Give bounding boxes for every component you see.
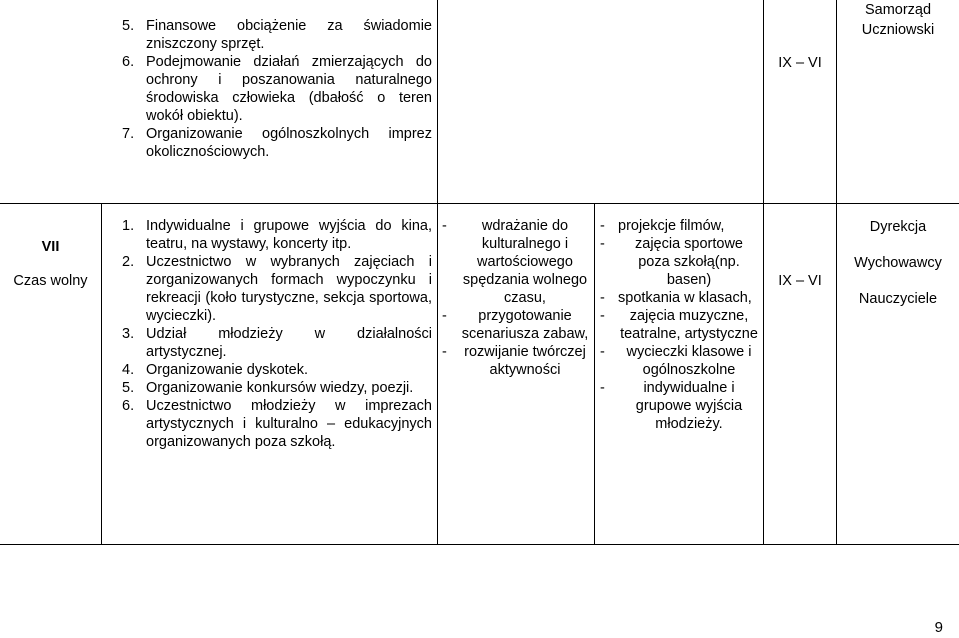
area-label: Czas wolny bbox=[13, 273, 88, 289]
rule-table-bottom bbox=[0, 544, 959, 545]
rule-col-3 bbox=[594, 203, 595, 545]
row1-activities bbox=[122, 17, 432, 161]
row2-forms bbox=[600, 217, 760, 433]
list-item: - przygotowanie scenariusza zabaw, bbox=[442, 308, 589, 342]
row1-term: IX – VI bbox=[778, 55, 822, 71]
row2-responsible bbox=[837, 218, 959, 308]
list-item: 5. Organizowanie konkursów wiedzy, poezji. bbox=[122, 380, 414, 396]
list-item: 5. Finansowe obciążenie za świadomie zniszczony sprzęt. bbox=[122, 18, 432, 52]
list-item: - spotkania w klasach, bbox=[600, 290, 752, 306]
responsible-teachers: Nauczyciele bbox=[858, 291, 938, 307]
rule-col-2 bbox=[437, 0, 438, 545]
class-label: VII bbox=[41, 239, 60, 255]
list-item: 7. Organizowanie ogólnoszkolnych imprez okolicznościowych. bbox=[122, 126, 432, 160]
responsible-directorate: Dyrekcja bbox=[869, 219, 927, 235]
list-item: - rozwijanie twórczej aktywności bbox=[442, 344, 586, 378]
row2-activities bbox=[122, 217, 432, 451]
list-item: - indywidualne i grupowe wyjścia młodzieży. bbox=[600, 380, 743, 432]
list-item: 6. Uczestnictwo młodzieży w imprezach artystycznych i kulturalno – edukacyjnych organizowanych poza szkołą. bbox=[122, 398, 432, 450]
responsible-tutors: Wychowawcy bbox=[854, 255, 942, 271]
list-item: 4. Organizowanie dyskotek. bbox=[122, 362, 308, 378]
list-item: - zajęcia sportowe poza szkołą(np. basen) bbox=[600, 236, 743, 288]
list-item: - projekcje filmów, bbox=[600, 218, 725, 234]
list-item: 6. Podejmowanie działań zmierzających do ochrony i poszanowania naturalnego środowiska człowieka (dbałość o teren wokół obiektu). bbox=[122, 54, 432, 124]
list-item: - zajęcia muzyczne, teatralne, artystyczne bbox=[600, 308, 758, 342]
list-item: 3. Udział młodzieży w działalności artystycznej. bbox=[122, 326, 432, 360]
list-item: 1. Indywidualne i grupowe wyjścia do kina, teatru, na wystawy, koncerty itp. bbox=[122, 218, 432, 252]
rule-row-separator bbox=[0, 203, 959, 204]
rule-col-1 bbox=[101, 203, 102, 545]
row1-responsible: Samorząd Uczniowski bbox=[861, 2, 935, 38]
list-item: 2. Uczestnictwo w wybranych zajęciach i zorganizowanych formach wypoczynku i rekreacji (koło turystyczne, sekcja sportowa, wycieczki). bbox=[122, 254, 432, 324]
row2-goals bbox=[442, 217, 590, 379]
row2-term: IX – VI bbox=[778, 273, 822, 289]
page-number: 9 bbox=[934, 619, 943, 636]
list-item: - wdrażanie do kulturalnego i wartościowego spędzania wolnego czasu, bbox=[442, 218, 588, 306]
list-item: - wycieczki klasowe i ogólnoszkolne bbox=[600, 344, 752, 378]
